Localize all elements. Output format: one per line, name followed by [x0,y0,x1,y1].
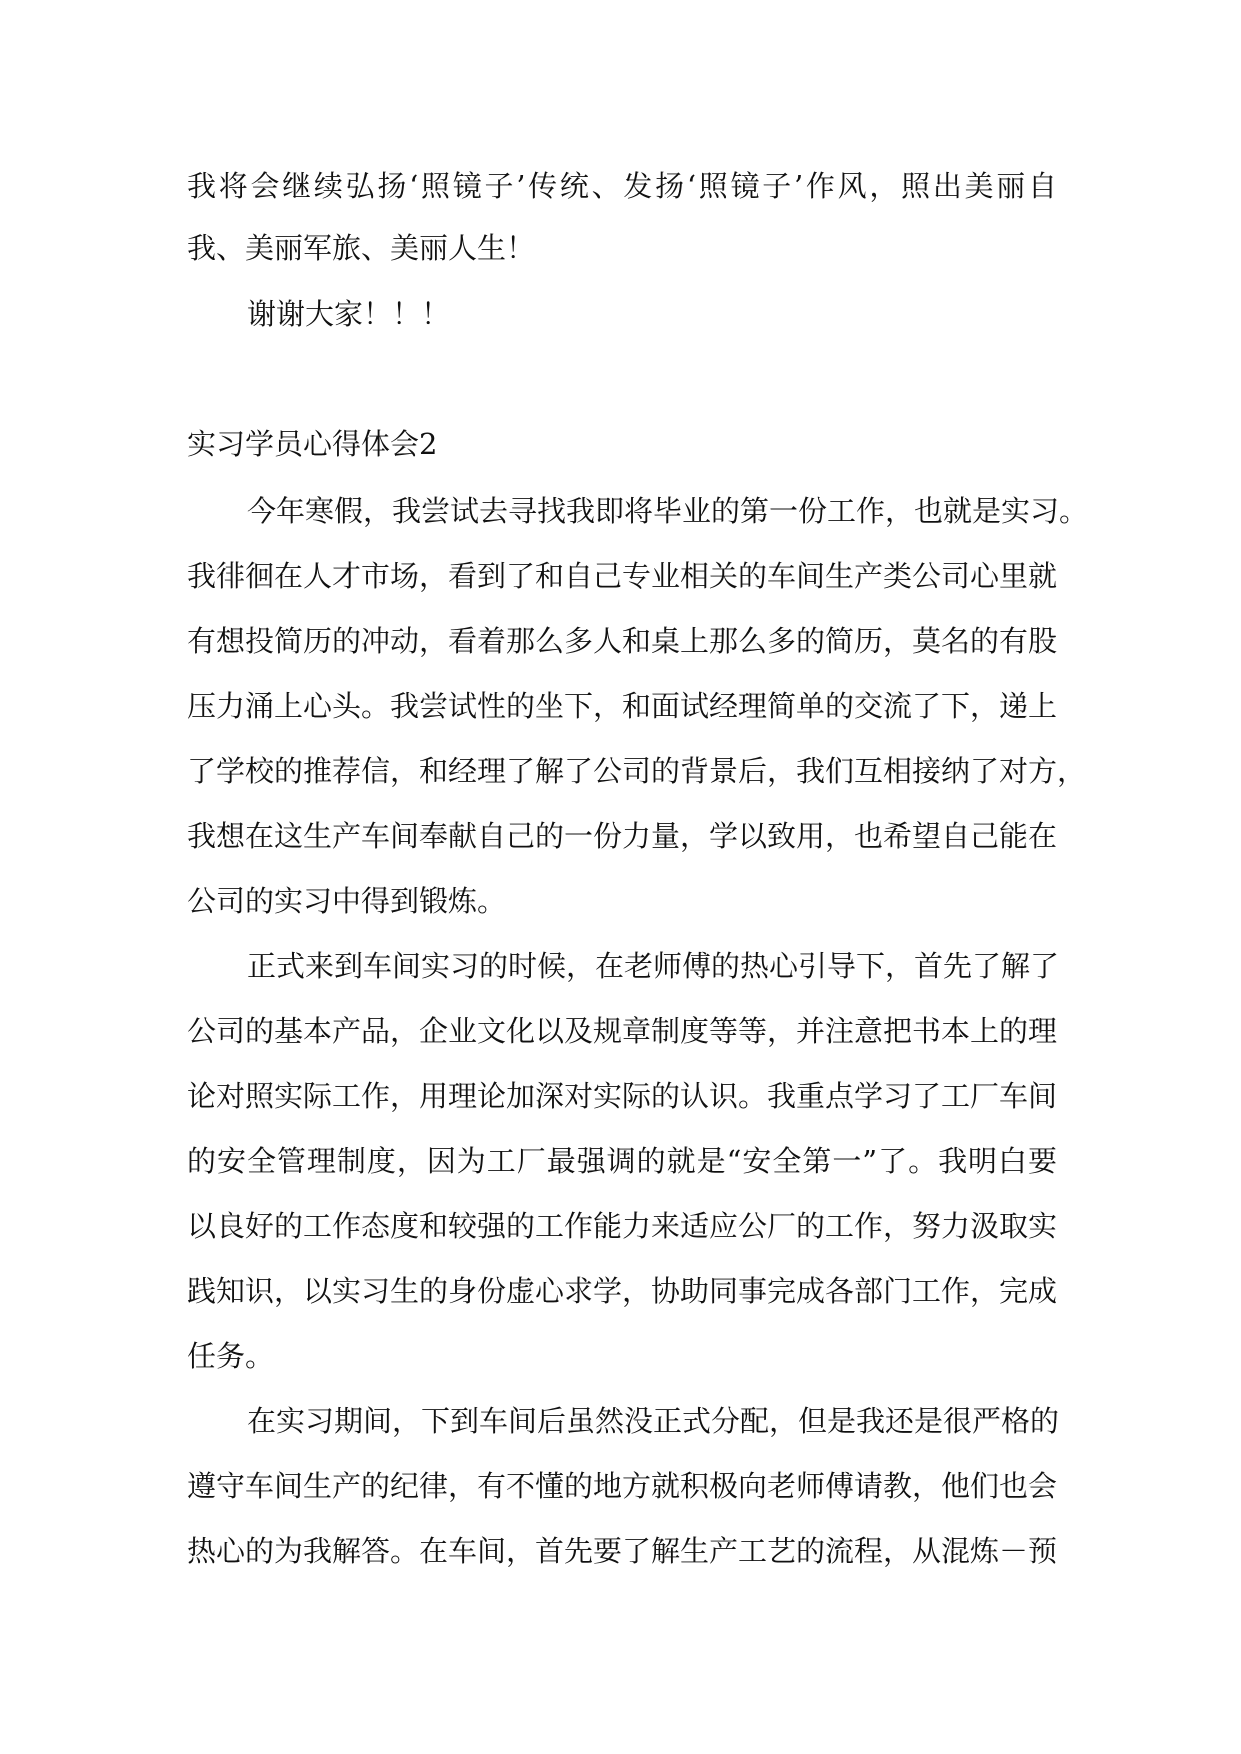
paragraph-1-line-4: 压力涌上心头。我尝试性的坐下，和面试经理简单的交流了下，递上 [187,689,1058,723]
paragraph-2-line-3: 论对照实际工作，用理论加深对实际的认识。我重点学习了工厂车间 [187,1079,1058,1113]
paragraph-3-line-2: 遵守车间生产的纪律，有不懂的地方就积极向老师傅请教，他们也会 [187,1469,1058,1503]
paragraph-2-line-4: 的安全管理制度，因为工厂最强调的就是“安全第一”了。我明白要 [187,1144,1057,1178]
paragraph-3-line-1: 在实习期间，下到车间后虽然没正式分配，但是我还是很严格的 [247,1404,1060,1438]
paragraph-2-line-5: 以良好的工作态度和较强的工作能力来适应公厂的工作，努力汲取实 [187,1209,1058,1243]
paragraph-1-line-2: 我徘徊在人才市场，看到了和自己专业相关的车间生产类公司心里就 [187,559,1058,593]
paragraph-1-line-6: 我想在这生产车间奉献自己的一份力量，学以致用，也希望自己能在 [187,819,1058,853]
section-title: 实习学员心得体会2 [187,427,438,461]
paragraph-3-line-3: 热心的为我解答。在车间，首先要了解生产工艺的流程，从混炼－预 [187,1534,1058,1568]
paragraph-2-line-2: 公司的基本产品，企业文化以及规章制度等等，并注意把书本上的理 [187,1014,1058,1048]
closing-paragraph-line-1: 我将会继续弘扬‘照镜子’传统、发扬‘照镜子’作风，照出美丽自 [187,169,1057,203]
paragraph-1-line-1: 今年寒假，我尝试去寻找我即将毕业的第一份工作，也就是实习。 [247,494,1089,528]
thanks-line: 谢谢大家！！！ [247,297,451,331]
paragraph-2-line-1: 正式来到车间实习的时候，在老师傅的热心引导下，首先了解了 [247,949,1060,983]
paragraph-1-line-7: 公司的实习中得到锻炼。 [187,884,507,918]
paragraph-2-line-7: 任务。 [187,1339,275,1373]
paragraph-1-line-3: 有想投简历的冲动，看着那么多人和桌上那么多的简历，莫名的有股 [187,624,1058,658]
paragraph-2-line-6: 践知识，以实习生的身份虚心求学，协助同事完成各部门工作，完成 [187,1274,1058,1308]
closing-paragraph-line-2: 我、美丽军旅、美丽人生！ [187,231,536,265]
paragraph-1-line-5: 了学校的推荐信，和经理了解了公司的背景后，我们互相接纳了对方， [187,754,1087,788]
